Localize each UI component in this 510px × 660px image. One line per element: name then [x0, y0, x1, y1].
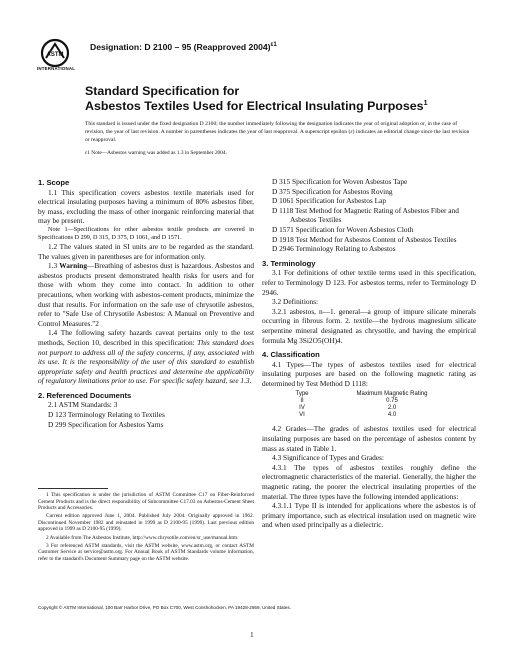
- para-1-2: 1.2 The values stated in SI units are to be regarded as the standard. The values given in parentheses are for information only.: [38, 241, 254, 261]
- footnotes: [38, 492, 254, 564]
- table-row: [272, 412, 452, 419]
- issued-statement: This standard is issued under the fixed designation D 2100; the number immediately following the designation indicates the year of original adoption or, in the case of revision, the year of last revision. A number in parentheses indicates the year of last reapproval. A superscript epsilon (ε) indicates an editorial change since the last revision or reapproval.: [85, 121, 470, 143]
- para-1-3-lead: 1.3: [48, 261, 60, 271]
- para-4-3-1: 4.3.1 The types of asbestos textiles roughly define the electromagnetic characteristics of the material. Generally, the higher the magnetic rating, the poorer the electrical insulating properties of the material. The three types have the following intended applications:: [262, 462, 476, 501]
- svg-text:ASTM: ASTM: [46, 52, 64, 58]
- para-4-1: 4.1 Types—The types of asbestos textiles used for electrical insulating purposes are based on the following magnetic rating as determined by Test Method D 1118:: [262, 359, 476, 388]
- section-2-heading: 2. Referenced Documents: [38, 390, 132, 400]
- table-cell-rating: 4.0: [387, 412, 397, 419]
- section-1-heading: 1. Scope: [38, 178, 70, 187]
- ref-d1918: D 1918 Test Method for Asbestos Content of Asbestos Textiles: [272, 234, 457, 244]
- para-3-2-1: 3.2.1 asbestos, n—1. general—a group of impure silicate minerals occurring in fibrous form. 2. textile—the hydrous magnesium silicate serpentine mineral designated as chrysotile, and having the empirical formula Mg 3Si2O5(OH)4.: [262, 306, 476, 345]
- note-1: Note 1—Specifications for other asbestos textile products are covered in Specifications D 299, D 315, D 375, D 1061, and D 1571.: [38, 225, 254, 241]
- footnote-rule: [38, 488, 108, 489]
- table-row: [272, 405, 452, 412]
- title-line-1: Standard Specification for: [85, 84, 240, 98]
- ref-d299: D 299 Specification for Asbestos Yarns: [48, 419, 164, 429]
- ref-d1118: D 1118 Test Method for Magnetic Rating of Asbestos Fiber and Asbestos Textiles: [272, 205, 459, 225]
- left-column: [38, 178, 254, 429]
- designation-sup: ε1: [270, 42, 277, 49]
- table-cell-type: VI: [299, 412, 305, 419]
- title-line-2: [85, 97, 427, 113]
- para-1-3: [38, 261, 254, 328]
- table-header-type: Type: [295, 391, 309, 398]
- para-1-4-caveat: This standard does not purport to address all of the safety concerns, if any, associated with its use. It is the responsibility of the user of this standard to establish appropriate safety and health practices and determine the applicability of regulatory limitations prior to use. For specific safety hazard, see 1.3.: [38, 337, 254, 386]
- para-3-2: 3.2 Definitions:: [272, 297, 319, 307]
- right-column: [262, 177, 476, 530]
- ref-d2946: D 2946 Terminology Relating to Asbestos: [272, 244, 396, 254]
- footnote-1: 1 This specification is under the jurisdiction of ASTM Committee C17 on Fiber-Reinforced Cement Products and is the direct responsibility of Subcommittee C17.03 on Asbestos-Cement Sheet Products and Accessories.: [38, 492, 254, 512]
- footnote-3: 3 For referenced ASTM standards, visit the ASTM website, www.astm.org, or contact ASTM Customer Service at service@astm.org. For Annual Book of ASTM Standards volume information, refer to the standard's Document Summary page on the ASTM website.: [38, 542, 254, 562]
- copyright: Copyright © ASTM International, 100 Barr Harbor Drive, PO Box C700, West Conshohocken, PA 19428-2959, United States.: [38, 605, 291, 610]
- table-header-rating: Maximum Magnetic Rating: [356, 391, 428, 398]
- ref-d1571: D 1571 Specification for Woven Asbestos Cloth: [272, 224, 414, 234]
- ref-d315: D 315 Specification for Woven Asbestos Tape: [272, 177, 408, 186]
- astm-logo: [38, 38, 76, 74]
- table-cell-rating: 2.0: [387, 405, 397, 412]
- section-3-heading: 3. Terminology: [262, 258, 316, 268]
- para-4-3-1-1: 4.3.1.1 Type II is intended for applications where the asbestos is of primary importance, such as electrical insulation used on magnetic wire and when used principally as a dielectric.: [262, 501, 476, 530]
- epsilon-note: ε1 Note—Asbestos warning was added as 1.3 in September 2004.: [85, 150, 227, 156]
- title-sup: 1: [423, 100, 428, 107]
- designation: [90, 42, 277, 52]
- section-4-heading: 4. Classification: [262, 350, 320, 360]
- page-number: 1: [250, 630, 254, 639]
- ref-d1061: D 1061 Specification for Asbestos Lap: [272, 196, 387, 206]
- para-4-3: 4.3 Significance of Types and Grades:: [272, 453, 384, 463]
- para-2-1: 2.1 ASTM Standards: 3: [48, 400, 118, 410]
- warning-label: Warning: [59, 261, 88, 271]
- para-1-1: 1.1 This specification covers asbestos textile materials used for electrical insulating purposes having a minimum of 80% asbestos fiber, by mass, excluding the mass of other inorganic reinforcing material that may be present.: [38, 187, 254, 226]
- footnote-2: 2 Available from The Asbestos Institute, http://www.chrysotile.com/en/sr_use/manual.htm.: [46, 534, 239, 541]
- para-1-3-text: —Breathing of asbestos dust is hazardous. Asbestos and asbestos products present demonstrated health risks for users and for those with whom they come into contact. In addition to other precautions, when working with asbestos-cement products, minimize the dust that results. For information on the safe use of chrysotile asbestos, refer to "Safe Use of Chrysotile Asbestos: A Manual on Preventive and Control Measures."2: [38, 261, 254, 328]
- para-4-2: 4.2 Grades—The grades of asbestos textiles used for electrical insulating purposes are based on the percentage of asbestos content by mass as stated in Table 1.: [262, 424, 476, 453]
- para-3-1: 3.1 For definitions of other textile terms used in this specification, refer to Terminology D 123. For asbestos terms, refer to Terminology D 2946.: [262, 268, 476, 297]
- logo-text: INTERNATIONAL: [37, 66, 76, 71]
- footnote-edition: Current edition approved June 1, 2004. Published July 2004. Originally approved in 1962. Discontinued November 1982 and reinstated in 1999 as D 2100-95 (1999). Last previous edition approved in 1999 as D 2100-95 (1999).: [38, 513, 254, 533]
- para-1-4-text: 1.4 The following safety hazards caveat pertains only to the test methods, Section 10, described in this specification:: [38, 328, 254, 347]
- para-1-4: [38, 328, 254, 386]
- magnetic-rating-table: [272, 391, 452, 419]
- ref-d375: D 375 Specification for Asbestos Roving: [272, 186, 393, 196]
- table-cell-type: IV: [299, 405, 305, 412]
- table-cell-rating: 0.75: [386, 398, 398, 405]
- ref-d123: D 123 Terminology Relating to Textiles: [48, 410, 165, 420]
- table-row: [272, 398, 452, 405]
- designation-text: Designation: D 2100 – 95 (Reapproved 2004): [90, 42, 271, 52]
- title-text: Asbestos Textiles Used for Electrical Insulating Purposes: [85, 99, 424, 114]
- table-cell-type: II: [300, 398, 304, 405]
